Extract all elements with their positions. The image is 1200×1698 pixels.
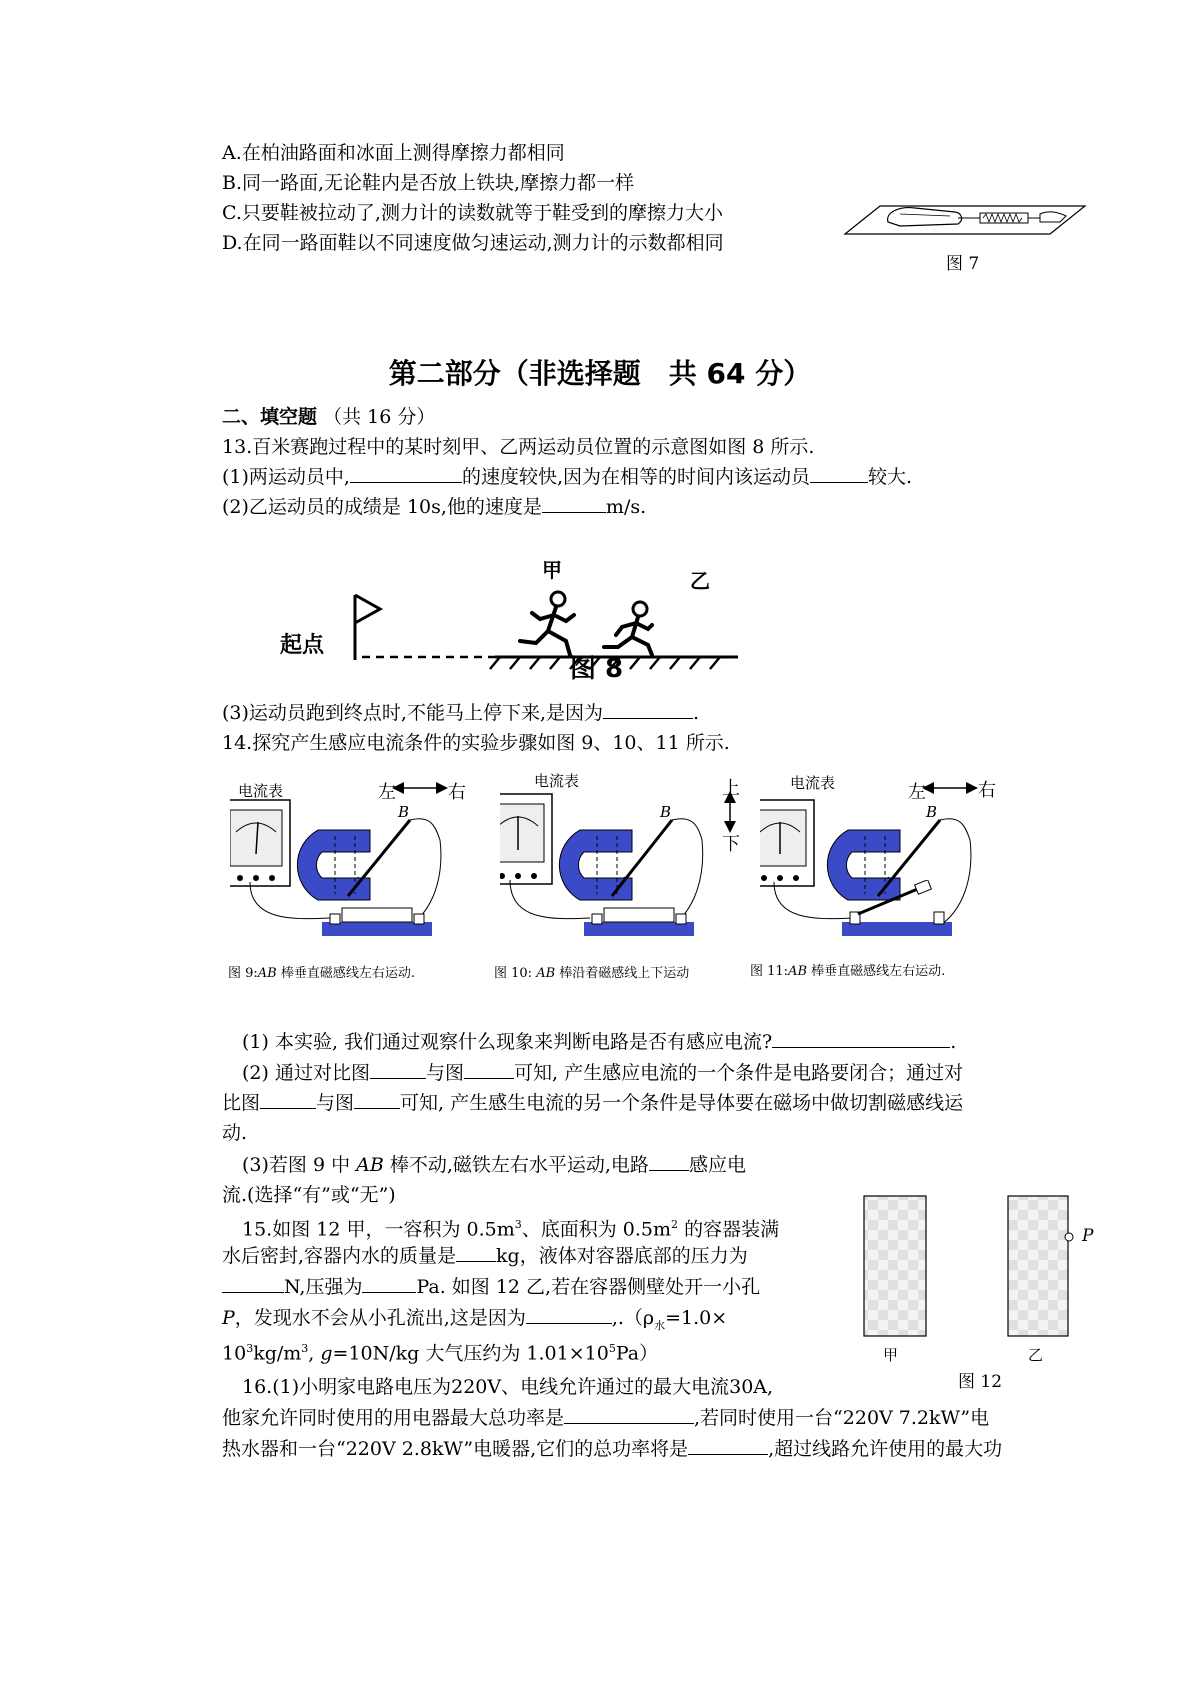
answer-blank[interactable] bbox=[649, 1152, 689, 1171]
q16-text: 他家允许同时使用的用电器最大总功率是 bbox=[222, 1407, 565, 1429]
right-direction: 右 bbox=[978, 780, 996, 801]
caption-ab: AB bbox=[257, 966, 277, 981]
caption-prefix: 图 10: bbox=[494, 966, 537, 981]
down-direction: 下 bbox=[722, 834, 740, 855]
container-yi-label: 乙 bbox=[1028, 1346, 1044, 1364]
ammeter-label: 电流表 bbox=[238, 782, 284, 800]
answer-blank[interactable] bbox=[603, 700, 693, 719]
q15-line3 bbox=[222, 1274, 760, 1300]
q13-part1 bbox=[222, 464, 912, 490]
q13-stem: 13.百米赛跑过程中的某时刻甲、乙两运动员位置的示意图如图 8 所示. bbox=[222, 436, 815, 458]
answer-blank[interactable] bbox=[688, 1436, 768, 1455]
q15-text: 、底面积为 0.5m bbox=[521, 1218, 672, 1241]
q15-text: Pa） bbox=[615, 1342, 659, 1365]
left-direction: 左 bbox=[908, 782, 926, 803]
q13-p1-text-a: (1)两运动员中, bbox=[222, 466, 350, 488]
q14-part2-line1 bbox=[242, 1060, 963, 1086]
figure-11-caption bbox=[750, 960, 945, 979]
caption-ab: AB bbox=[536, 966, 556, 981]
g-symbol: g bbox=[320, 1342, 333, 1365]
answer-blank[interactable] bbox=[456, 1243, 496, 1262]
q14-part3-line2: 流.(选择“有”或“无”) bbox=[222, 1184, 396, 1206]
answer-blank[interactable] bbox=[772, 1029, 950, 1048]
caption-ab: AB bbox=[788, 964, 808, 979]
answer-blank[interactable] bbox=[222, 1274, 284, 1293]
q14-p2-text-a: (2) 通过对比图 bbox=[242, 1062, 370, 1084]
part-two-heading: 第二部分（非选择题 共 64 分） bbox=[388, 357, 812, 390]
q14-p1-text: (1) 本实验, 我们通过观察什么现象来判断电路是否有感应电流? bbox=[242, 1031, 773, 1053]
q15-text: ，发现水不会从小孔流出,这是因为 bbox=[234, 1307, 526, 1329]
q13-p2-text-b: m/s. bbox=[605, 496, 647, 518]
ammeter-label: 电流表 bbox=[790, 774, 836, 792]
container-jia-label: 甲 bbox=[883, 1346, 899, 1364]
q15-text: =1.0× bbox=[665, 1307, 728, 1329]
q15-text: =10N/kg 大气压约为 1.01×10 bbox=[332, 1342, 609, 1365]
answer-blank[interactable] bbox=[542, 494, 606, 513]
rod-end-b: B bbox=[660, 803, 672, 821]
q14-p2-text-d: 比图 bbox=[222, 1092, 261, 1114]
q14-p2-text-e: 与图 bbox=[316, 1092, 355, 1114]
q13-p1-text-c: 较大. bbox=[868, 466, 913, 488]
option-d: D.在同一路面鞋以不同速度做匀速运动,测力计的示数都相同 bbox=[222, 232, 724, 254]
rod-end-b: B bbox=[398, 803, 410, 821]
left-direction: 左 bbox=[378, 782, 396, 803]
answer-blank[interactable] bbox=[370, 1060, 426, 1079]
start-label: 起点 bbox=[280, 633, 325, 658]
shoe-spring-scale-figure bbox=[840, 192, 1090, 242]
up-direction: 上 bbox=[722, 778, 740, 799]
q15-text: Pa. 如图 12 乙,若在容器侧壁处开一小孔 bbox=[416, 1276, 761, 1298]
caption-prefix: 图 9: bbox=[228, 966, 258, 981]
q15-text: ,.（ρ bbox=[611, 1307, 655, 1329]
q14-part2-line3: 动. bbox=[222, 1122, 248, 1144]
containers-figure bbox=[858, 1190, 1098, 1340]
q15-text: kg/m bbox=[253, 1342, 302, 1365]
q15-text: , bbox=[308, 1342, 321, 1365]
q15-line5 bbox=[222, 1336, 658, 1366]
q14-part1 bbox=[242, 1029, 956, 1055]
figure-8-caption: 图 8 bbox=[570, 654, 624, 684]
q13-part2 bbox=[222, 494, 646, 520]
q14-p3-text-a: (3)若图 9 中 bbox=[242, 1154, 357, 1176]
q15-text: 15.如图 12 甲，一容积为 0.5m bbox=[242, 1218, 515, 1241]
q16-text: ,若同时使用一台“220V 7.2kW”电 bbox=[694, 1407, 990, 1429]
section-title: 二、填空题 bbox=[222, 406, 318, 428]
q15-text: 水后密封,容器内水的质量是 bbox=[222, 1245, 457, 1267]
answer-blank[interactable] bbox=[810, 464, 868, 483]
q15-text: N,压强为 bbox=[284, 1276, 363, 1298]
runners-figure bbox=[340, 585, 740, 685]
q14-part2-line2 bbox=[222, 1090, 963, 1116]
switch-icon bbox=[582, 900, 702, 940]
q14-p2-text-b: 与图 bbox=[425, 1062, 464, 1084]
q13-p3-text-b: . bbox=[693, 702, 700, 724]
q16-line3 bbox=[222, 1436, 1002, 1462]
answer-blank[interactable] bbox=[564, 1405, 694, 1424]
q14-p3-ab: AB bbox=[356, 1154, 384, 1176]
q14-part3-line1 bbox=[242, 1152, 746, 1178]
q15-line1 bbox=[242, 1212, 779, 1242]
figure-7-label: 图 7 bbox=[946, 254, 980, 274]
q13-p3-text-a: (3)运动员跑到终点时,不能马上停下来,是因为 bbox=[222, 702, 603, 724]
figure-9-caption bbox=[228, 962, 415, 981]
q14-p2-text-f: 可知, 产生感生电流的另一个条件是导体要在磁场中做切割磁感线运 bbox=[400, 1092, 964, 1114]
answer-blank[interactable] bbox=[350, 464, 462, 483]
q15-line4 bbox=[222, 1305, 727, 1339]
q14-p1-end: . bbox=[950, 1031, 957, 1053]
caption-text: 棒垂直磁感线左右运动. bbox=[807, 964, 946, 979]
section-score: （共 16 分） bbox=[323, 406, 436, 428]
section-heading bbox=[222, 404, 435, 430]
answer-blank[interactable] bbox=[260, 1090, 316, 1109]
figure-11 bbox=[750, 770, 1020, 990]
right-direction: 右 bbox=[448, 782, 466, 803]
option-c: C.只要鞋被拉动了,测力计的读数就等于鞋受到的摩擦力大小 bbox=[222, 202, 723, 224]
answer-blank[interactable] bbox=[526, 1305, 612, 1324]
superscript: 5 bbox=[608, 1342, 616, 1355]
hole-p-label: P bbox=[1082, 1226, 1094, 1246]
figure-10 bbox=[494, 770, 760, 990]
superscript: 2 bbox=[671, 1218, 679, 1231]
superscript: 3 bbox=[514, 1218, 522, 1231]
answer-blank[interactable] bbox=[464, 1060, 514, 1079]
caption-text: 棒垂直磁感线左右运动. bbox=[276, 966, 416, 981]
figure-10-caption bbox=[494, 962, 689, 981]
q15-line2 bbox=[222, 1243, 748, 1269]
switch-icon bbox=[320, 900, 440, 940]
q16-line1: 16.(1)小明家电路电压为220V、电线允许通过的最大电流30A, bbox=[242, 1376, 774, 1398]
q14-p2-text-c: 可知, 产生感应电流的一个条件是电路要闭合；通过对 bbox=[513, 1062, 964, 1084]
ammeter-label: 电流表 bbox=[534, 772, 580, 790]
q15-text: 的容器装满 bbox=[678, 1218, 780, 1241]
runner-yi-label: 乙 bbox=[690, 569, 710, 593]
subscript: 水 bbox=[654, 1318, 666, 1332]
q15-text: 10 bbox=[222, 1342, 247, 1365]
q15-text: kg，液体对容器底部的压力为 bbox=[496, 1245, 748, 1267]
runner-jia-label: 甲 bbox=[542, 558, 562, 582]
q14-p3-text-b: 棒不动,磁铁左右水平运动,电路 bbox=[383, 1154, 649, 1176]
figure-12-caption: 图 12 bbox=[958, 1372, 1003, 1392]
q13-p1-text-b: 的速度较快,因为在相等的时间内该运动员 bbox=[461, 466, 811, 488]
hole-p: P bbox=[222, 1307, 235, 1329]
q13-part3 bbox=[222, 700, 699, 726]
open-switch-icon bbox=[840, 880, 970, 940]
superscript: 3 bbox=[246, 1342, 254, 1355]
q14-stem: 14.探究产生感应电流条件的实验步骤如图 9、10、11 所示. bbox=[222, 732, 730, 754]
option-a: A.在柏油路面和冰面上测得摩擦力都相同 bbox=[222, 142, 565, 164]
option-b: B.同一路面,无论鞋内是否放上铁块,摩擦力都一样 bbox=[222, 172, 635, 194]
answer-blank[interactable] bbox=[354, 1090, 400, 1109]
q13-p2-text-a: (2)乙运动员的成绩是 10s,他的速度是 bbox=[222, 496, 542, 518]
figure-9 bbox=[230, 770, 490, 990]
superscript: 3 bbox=[301, 1342, 309, 1355]
q16-text: ,超过线路允许使用的最大功 bbox=[768, 1438, 1003, 1460]
q14-p3-text-c: 感应电 bbox=[688, 1154, 746, 1176]
q16-text: 热水器和一台“220V 2.8kW”电暖器,它们的总功率将是 bbox=[222, 1438, 689, 1460]
rod-end-b: B bbox=[926, 803, 938, 821]
caption-prefix: 图 11: bbox=[750, 964, 789, 979]
caption-text: 棒沿着磁感线上下运动 bbox=[555, 966, 690, 981]
q16-line2 bbox=[222, 1405, 989, 1431]
answer-blank[interactable] bbox=[362, 1274, 416, 1293]
